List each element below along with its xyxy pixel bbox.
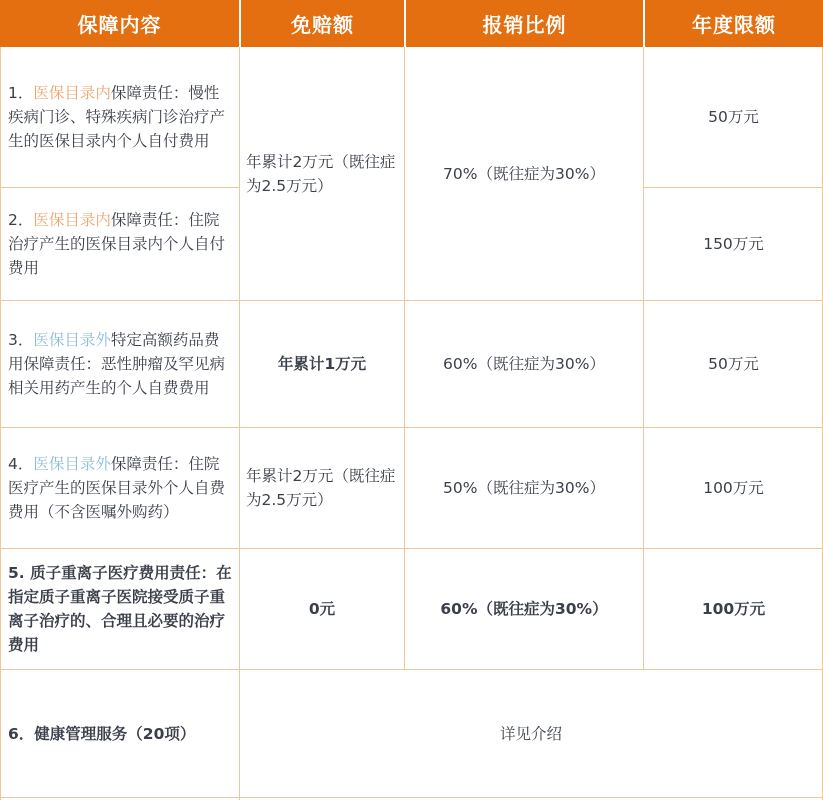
table-cell-content	[1, 428, 239, 548]
table-cell-content	[1, 549, 239, 669]
table-cell-detail	[240, 670, 822, 797]
table-cell-content	[1, 188, 239, 300]
coverage-description: 5. 质子重离子医疗费用责任：在指定质子重离子医院接受质子重离子治疗的、合理且必要的治疗费用	[8, 564, 232, 654]
deductible-value: 年累计2万元（既往症为2.5万元）	[246, 467, 396, 509]
table-cell-ratio	[405, 47, 643, 300]
annual-limit-value: 100万元	[701, 600, 766, 618]
coverage-description: 保障责任：住院医疗产生的医保目录外个人自费费用（不含医嘱外购药）	[8, 455, 226, 521]
reimbursement-ratio-value: 60%（既往症为30%）	[443, 355, 605, 373]
column-divider	[643, 47, 644, 669]
row-number: 4．	[8, 455, 34, 473]
header-annual-limit: 年度限额	[645, 0, 823, 47]
table-cell-content	[1, 301, 239, 427]
annual-limit-value: 50万元	[708, 108, 759, 126]
reimbursement-ratio-value: 60%（既往症为30%）	[440, 600, 608, 618]
table-cell-limit	[645, 47, 822, 187]
reimbursement-ratio-value: 70%（既往症为30%）	[443, 164, 605, 183]
table-border-bottom	[0, 797, 823, 798]
table-cell-content	[1, 47, 239, 187]
table-cell-limit	[645, 428, 822, 548]
table-cell-deductible	[240, 549, 404, 669]
header-reimbursement-ratio: 报销比例	[406, 0, 643, 47]
annual-limit-value: 150万元	[703, 235, 764, 253]
deductible-value: 0元	[308, 600, 336, 618]
coverage-description: 保障责任：住院治疗产生的医保目录内个人自付费用	[8, 211, 226, 277]
annual-limit-value: 100万元	[703, 479, 764, 497]
coverage-description: 6．健康管理服务（20项）	[8, 724, 196, 743]
row-number: 2．	[8, 211, 34, 229]
table-cell-deductible	[240, 428, 404, 548]
header-coverage-content: 保障内容	[0, 0, 239, 47]
coverage-description: 保障责任：慢性疾病门诊、特殊疾病门诊治疗产生的医保目录内个人自付费用	[8, 84, 226, 150]
table-cell-ratio	[405, 301, 643, 427]
table-cell-limit	[645, 188, 822, 300]
see-details-text: 详见介绍	[499, 724, 562, 743]
highlight-label: 医保目录外	[33, 455, 111, 473]
deductible-value: 年累计1万元	[277, 355, 367, 373]
row-number: 1．	[8, 84, 34, 102]
annual-limit-value: 50万元	[708, 355, 759, 373]
table-cell-limit	[645, 549, 822, 669]
table-cell-ratio	[405, 549, 643, 669]
table-cell-limit	[645, 301, 822, 427]
table-cell-deductible	[240, 301, 404, 427]
highlight-label: 医保目录内	[33, 84, 111, 102]
highlight-label: 医保目录内	[33, 211, 111, 229]
table-cell-ratio	[405, 428, 643, 548]
table-cell-deductible	[240, 47, 404, 300]
row-number: 3．	[8, 331, 34, 349]
coverage-description: 特定高额药品费用保障责任：恶性肿瘤及罕见病相关用药产生的个人自费费用	[8, 331, 226, 397]
header-deductible: 免赔额	[241, 0, 404, 47]
reimbursement-ratio-value: 50%（既往症为30%）	[443, 479, 605, 497]
highlight-label: 医保目录外	[33, 331, 111, 349]
deductible-value: 年累计2万元（既往症为2.5万元）	[246, 152, 396, 195]
table-cell-content	[1, 670, 239, 797]
